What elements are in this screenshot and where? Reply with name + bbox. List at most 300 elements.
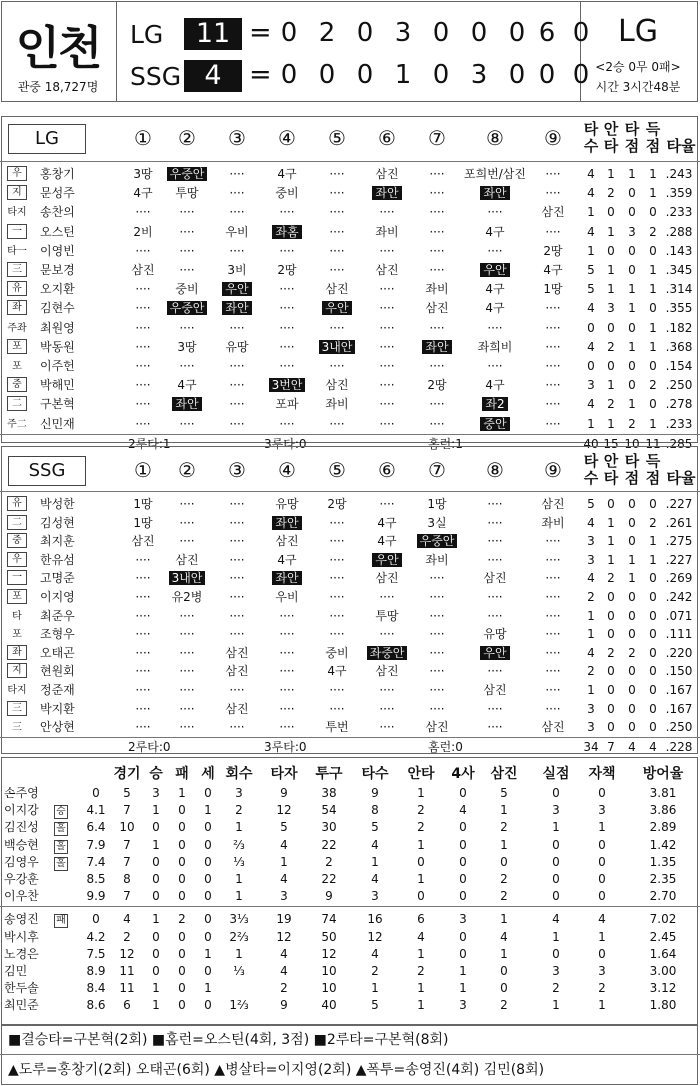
pitching-stat: 1 (500, 912, 508, 927)
pitching-header: 타수 (361, 766, 389, 782)
at-bat-result (521, 415, 585, 433)
pitching-stat: 38 (321, 786, 337, 800)
pitching-stat: 1 (204, 803, 212, 818)
batting-stat: 0 (628, 627, 636, 642)
batting-stat: 1 (607, 282, 615, 297)
at-bat-text: ···· (379, 590, 395, 604)
at-bat-result (521, 299, 585, 317)
batting-stat: 2 (607, 186, 615, 201)
batting-row (0, 338, 700, 357)
at-bat-text: ···· (545, 534, 561, 549)
at-bat-text: 3땅 (133, 167, 153, 181)
at-bat-result (405, 203, 469, 221)
at-bat-text: ···· (329, 608, 345, 623)
at-bat-text: 포희번/삼진 (463, 167, 526, 181)
at-bat-text: 1땅 (133, 497, 153, 511)
batting-stat: 1 (649, 263, 657, 277)
pitching-stat: 1 (204, 981, 212, 996)
stat-header-bottom: 점 (645, 137, 661, 155)
at-bat-text: 우안 (372, 553, 401, 567)
batting-row (0, 376, 700, 395)
pitching-stat: 1 (459, 981, 467, 996)
at-bat-text: 삼진 (375, 571, 399, 586)
at-bat-text: ···· (329, 627, 345, 642)
at-bat-text: ···· (229, 627, 245, 642)
at-bat-text: ···· (329, 359, 345, 373)
batting-stat: 0 (607, 243, 615, 258)
batting-stat: 4 (587, 515, 595, 530)
at-bat-text: 삼진 (483, 683, 507, 697)
at-bat-text: ···· (429, 205, 445, 220)
pitcher-name: 백승현 (4, 837, 39, 852)
at-bat-text: ···· (229, 497, 245, 511)
at-bat-text: ···· (229, 416, 245, 431)
at-bat-text: ···· (135, 627, 151, 642)
inning-header: ⑦ (428, 126, 446, 150)
at-bat-text: ···· (229, 552, 245, 567)
at-bat-result (405, 569, 469, 587)
pitching-stat: 1 (459, 964, 467, 978)
at-bat-text: ···· (279, 359, 295, 373)
player-name: 신민재 (40, 416, 75, 431)
at-bat-text: ···· (545, 664, 561, 679)
at-bat-result (521, 588, 585, 606)
batting-stat: 0 (628, 497, 636, 511)
attendance: 관중 18,727명 (17, 80, 99, 94)
at-bat-result (405, 280, 469, 298)
at-bat-result (463, 514, 527, 532)
pitching-stat: 0 (204, 872, 212, 886)
batting-stat: 4 (587, 186, 595, 201)
at-bat-result (521, 514, 585, 532)
at-bat-result (463, 532, 527, 550)
pitching-stat: 0 (552, 837, 560, 852)
at-bat-text: ···· (135, 590, 151, 604)
at-bat-result (405, 242, 469, 260)
stat-header-top: 타 (583, 452, 599, 470)
position-box: 유 (7, 281, 27, 296)
stat-header-bottom: 수 (583, 469, 599, 487)
pitcher-row (0, 784, 700, 802)
pitching-stat: 19 (276, 912, 292, 927)
batting-stat: .314 (665, 282, 693, 297)
at-bat-text: ···· (229, 359, 245, 373)
pitching-stat: 0 (178, 998, 186, 1013)
at-bat-text: 3내안 (319, 340, 356, 354)
at-bat-result (405, 495, 469, 513)
pitching-stat: 0 (178, 929, 186, 944)
at-bat-result (463, 625, 527, 643)
at-bat-text: ···· (379, 359, 395, 373)
at-bat-text: ···· (279, 243, 295, 258)
at-bat-text: ···· (429, 243, 445, 258)
pitching-stat: 0 (204, 820, 212, 835)
pitching-stat: 4 (280, 946, 288, 961)
pitcher-name: 송영진 (4, 912, 39, 927)
pitching-stat: 4 (123, 912, 131, 927)
inning-header: ⑦ (428, 458, 446, 482)
at-bat-result (463, 495, 527, 513)
at-bat-text: ···· (487, 720, 503, 735)
batting-stat: 0 (649, 683, 657, 697)
pitching-stat: 2 (280, 981, 288, 996)
pitching-stat: 3 (371, 889, 379, 904)
pitching-stat: 4.1 (86, 803, 106, 818)
at-bat-text: 우중안 (417, 534, 458, 548)
pitching-stat: ⅓ (233, 854, 245, 869)
batting-stat: .288 (665, 224, 693, 239)
pitcher-name: 김민 (4, 964, 28, 978)
batting-stat: 0 (607, 720, 615, 735)
pitching-stat: 7 (123, 854, 131, 869)
at-bat-text: ···· (487, 359, 503, 373)
pitching-header: 회수 (225, 766, 253, 782)
batting-stat: 1 (587, 627, 595, 642)
player-name: 오스틴 (40, 224, 75, 239)
batting-stat: 2 (649, 378, 657, 393)
pitching-header: 방어율 (642, 766, 684, 782)
batting-stat: .154 (665, 359, 693, 373)
at-bat-text: ···· (429, 167, 445, 181)
winning-team: LG (618, 14, 658, 49)
batting-stat: 1 (649, 416, 657, 431)
inning-score: 0 (572, 18, 590, 48)
pitching-stat: 7.9 (86, 837, 106, 852)
stadium-city: 인천 (15, 21, 101, 75)
batting-stat: 0 (628, 534, 636, 549)
batting-stat: 0 (607, 627, 615, 642)
total-stat: .228 (665, 739, 693, 754)
footer-line-2: ▲도루=홍창기(2회) 오태곤(6회) ▲병살타=이지영(2회) ▲폭투=송영진(4회) 김민(8회) (8, 1062, 545, 1078)
player-name: 박성한 (40, 497, 75, 511)
at-bat-text: 4구 (133, 186, 153, 201)
batting-stat: 0 (628, 720, 636, 735)
at-bat-result (521, 165, 585, 183)
player-name: 이영빈 (40, 243, 75, 258)
at-bat-text: 4구 (327, 664, 347, 679)
at-bat-text: 4구 (177, 378, 197, 393)
at-bat-result (521, 607, 585, 625)
stat-header-bottom: 수 (583, 137, 599, 155)
pitching-stat: 40 (321, 998, 337, 1013)
at-bat-text: ···· (329, 320, 345, 335)
pitching-stat: 7 (123, 837, 131, 852)
at-bat-text: 4구 (485, 224, 505, 239)
pitching-stat: 0 (152, 854, 160, 869)
pitching-stat: 1 (280, 854, 288, 869)
at-bat-text: 3번안 (269, 378, 306, 392)
at-bat-result (521, 261, 585, 279)
pitching-stat: 0 (204, 837, 212, 852)
batting-row (0, 625, 700, 644)
player-name: 문성주 (40, 186, 75, 201)
batting-stat: 4 (587, 397, 595, 412)
pitching-stat: 1 (417, 998, 425, 1013)
pitching-stat: 0 (204, 786, 212, 800)
batting-stat: 0 (607, 608, 615, 623)
at-bat-text: ···· (545, 301, 561, 316)
at-bat-result (405, 376, 469, 394)
at-bat-result (463, 319, 527, 337)
batting-stat: 0 (628, 683, 636, 697)
pitching-stat: 6.4 (86, 820, 106, 835)
pitching-stat: 3.12 (649, 981, 677, 996)
batting-stat: .143 (665, 243, 693, 258)
pitching-stat: 3 (280, 889, 288, 904)
at-bat-text: ···· (229, 571, 245, 586)
at-bat-text: ···· (179, 263, 195, 277)
pitching-stat: 11 (119, 981, 135, 996)
pitching-stat: 2 (417, 820, 425, 835)
batting-stat: .182 (665, 320, 693, 335)
pitching-stat: 2 (178, 912, 186, 927)
at-bat-text: 좌홈 (272, 225, 301, 239)
pitching-stat: ⅓ (233, 964, 245, 978)
at-bat-result (405, 662, 469, 680)
at-bat-text: 포파 (275, 397, 299, 412)
at-bat-text: 2땅 (543, 243, 563, 258)
position-box: 二 (7, 515, 27, 530)
at-bat-text: ···· (487, 320, 503, 335)
at-bat-text: 삼진 (425, 720, 449, 735)
batting-stat: 1 (587, 416, 595, 431)
at-bat-text: 삼진 (325, 378, 349, 393)
at-bat-text: ···· (329, 243, 345, 258)
inning-score: 2 (318, 18, 336, 48)
pitching-stat: 4 (280, 872, 288, 886)
batting-stat: 0 (587, 320, 595, 335)
batting-stat: .243 (665, 167, 693, 181)
player-name: 최지훈 (40, 534, 75, 549)
at-bat-text: ···· (279, 645, 295, 660)
pitching-stat: 10 (321, 964, 337, 978)
at-bat-text: ···· (179, 243, 195, 258)
at-bat-text: 삼진 (225, 701, 249, 716)
pitcher-row (0, 979, 700, 997)
position-label: 三 (12, 722, 22, 734)
batting-stat: 0 (607, 683, 615, 697)
summary-triples: 3루타:0 (264, 436, 307, 451)
at-bat-text: ···· (329, 186, 345, 201)
scoreboard-team: SSG (130, 62, 182, 91)
at-bat-text: 1땅 (543, 282, 563, 297)
batting-stat: 0 (628, 359, 636, 373)
at-bat-result (521, 203, 585, 221)
batting-stat: .345 (665, 263, 693, 277)
at-bat-text: ···· (229, 205, 245, 220)
batting-stat: .220 (665, 645, 693, 660)
at-bat-text: 좌2 (482, 397, 507, 411)
batting-stat: 1 (587, 608, 595, 623)
at-bat-text: ···· (545, 397, 561, 412)
stat-header-bottom: 타 (603, 469, 619, 487)
pitching-header: 실점 (542, 766, 570, 782)
pitching-stat: 6 (417, 912, 425, 927)
pitching-stat: 0 (598, 854, 606, 869)
pitching-stat: 1 (552, 820, 560, 835)
batting-row (0, 184, 700, 203)
pitching-stat: 1 (417, 786, 425, 800)
at-bat-text: ···· (135, 301, 151, 316)
at-bat-text: 유땅 (275, 497, 299, 511)
player-name: 현원회 (40, 664, 75, 679)
inning-score: 0 (508, 18, 526, 48)
player-name: 송찬의 (40, 205, 75, 220)
batting-stat: 2 (587, 590, 595, 604)
pitching-stat: 3.00 (649, 964, 677, 978)
at-bat-text: ···· (329, 552, 345, 567)
pitching-stat: 9 (325, 889, 333, 904)
pitching-stat: 0 (552, 786, 560, 800)
at-bat-text: ···· (135, 701, 151, 716)
batting-row (0, 718, 700, 737)
at-bat-text: 투번 (325, 720, 349, 735)
at-bat-result (405, 551, 469, 569)
at-bat-result (463, 588, 527, 606)
at-bat-text: ···· (279, 320, 295, 335)
decision-badge (50, 910, 70, 928)
at-bat-result (405, 338, 469, 356)
batting-stat: 0 (607, 359, 615, 373)
at-bat-result (521, 338, 585, 356)
inning-header: ⑨ (544, 458, 562, 482)
pitching-stat: 1 (500, 837, 508, 852)
pitcher-row (0, 962, 700, 980)
at-bat-text: ···· (135, 720, 151, 735)
at-bat-text: 2땅 (327, 497, 347, 511)
pitching-stat: 1 (235, 946, 243, 961)
at-bat-text: ···· (329, 683, 345, 697)
batting-stat: 0 (628, 590, 636, 604)
at-bat-text: ···· (179, 608, 195, 623)
at-bat-text: ···· (179, 416, 195, 431)
pitching-header: 4사 (451, 766, 475, 782)
pitching-stat: 2 (500, 872, 508, 886)
pitching-stat: 1 (500, 803, 508, 818)
at-bat-text: ···· (279, 701, 295, 716)
stat-header-bottom: 점 (645, 469, 661, 487)
batting-stat: 1 (649, 167, 657, 181)
at-bat-text: 삼진 (375, 263, 399, 277)
pitching-stat: 1 (371, 981, 379, 996)
pitching-stat: 0 (178, 946, 186, 961)
at-bat-text: ···· (279, 301, 295, 316)
position-box: 좌 (7, 300, 27, 315)
at-bat-text: ···· (179, 683, 195, 697)
at-bat-text: ···· (229, 243, 245, 258)
at-bat-result (463, 569, 527, 587)
pitching-header: 패 (175, 766, 189, 782)
at-bat-result (521, 551, 585, 569)
at-bat-text: ···· (545, 339, 561, 354)
at-bat-text: 4구 (377, 534, 397, 549)
at-bat-text: 좌안 (272, 516, 301, 530)
pitching-stat: 0 (598, 837, 606, 852)
batting-stat: 3 (587, 552, 595, 567)
pitching-stat: 5 (280, 820, 288, 835)
pitching-stat: 5 (500, 786, 508, 800)
pitching-stat: 3 (598, 803, 606, 818)
pitching-stat: 1 (235, 889, 243, 904)
at-bat-text: ···· (429, 416, 445, 431)
pitcher-row (0, 945, 700, 963)
batting-stat: 1 (628, 397, 636, 412)
at-bat-text: ···· (135, 552, 151, 567)
batting-stat: 0 (628, 243, 636, 258)
pitching-stat: 12 (119, 946, 135, 961)
total-stat: 4 (649, 739, 657, 754)
at-bat-text: ···· (545, 571, 561, 586)
at-bat-text: ···· (487, 205, 503, 220)
total-stat: 4 (628, 739, 636, 754)
pitching-stat: 0 (178, 981, 186, 996)
player-name: 고명준 (40, 571, 75, 586)
at-bat-text: 4구 (485, 301, 505, 316)
at-bat-text: 우중안 (167, 301, 208, 315)
batting-stat: 4 (587, 645, 595, 660)
pitcher-row (0, 928, 700, 946)
decision-label: 패 (56, 915, 66, 927)
player-name: 최원영 (40, 320, 75, 335)
at-bat-text: ···· (279, 282, 295, 297)
batting-stat: 2 (649, 515, 657, 530)
inning-header: ③ (228, 126, 246, 150)
pitching-stat: 8.6 (86, 998, 106, 1013)
pitching-stat: 0 (459, 854, 467, 869)
player-name: 김성현 (40, 515, 75, 530)
pitching-stat: 50 (321, 929, 337, 944)
at-bat-text: 삼진 (275, 534, 299, 549)
at-bat-text: ···· (379, 683, 395, 697)
at-bat-text: ···· (329, 571, 345, 586)
position-label: 주좌 (7, 322, 27, 334)
batting-stat: 0 (607, 701, 615, 716)
at-bat-text: ···· (179, 645, 195, 660)
inning-header: ⑤ (328, 458, 346, 482)
at-bat-text: ···· (179, 515, 195, 530)
pitching-stat: 3 (552, 964, 560, 978)
at-bat-text: 좌희비 (477, 339, 513, 354)
total-stat: 10 (624, 436, 640, 451)
at-bat-text: ···· (229, 397, 245, 412)
inning-header: ② (178, 126, 196, 150)
decision-badge (50, 853, 70, 871)
at-bat-result (463, 681, 527, 699)
at-bat-text: ···· (545, 552, 561, 567)
at-bat-text: ···· (135, 205, 151, 220)
pitching-stat: 0 (204, 912, 212, 927)
decision-label: 홀 (56, 840, 66, 852)
stat-header-top: 안 (603, 452, 619, 470)
at-bat-text: 좌안 (422, 340, 451, 354)
at-bat-text: ···· (229, 720, 245, 735)
at-bat-text: ···· (429, 664, 445, 679)
pitcher-name: 이우찬 (4, 889, 39, 904)
at-bat-text: 우안 (322, 301, 351, 315)
batting-stat: 2 (607, 339, 615, 354)
at-bat-text: 삼진 (175, 552, 199, 567)
inning-header: ⑧ (486, 458, 504, 482)
at-bat-text: 1땅 (133, 515, 153, 530)
player-name: 정준재 (40, 683, 75, 697)
inning-score: 0 (356, 18, 374, 48)
at-bat-text: 중안 (480, 417, 509, 431)
at-bat-text: 삼진 (425, 301, 449, 316)
pitching-stat: 0 (598, 889, 606, 904)
at-bat-result (463, 299, 527, 317)
at-bat-text: 삼진 (131, 534, 155, 549)
pitching-stat: 2 (417, 803, 425, 818)
